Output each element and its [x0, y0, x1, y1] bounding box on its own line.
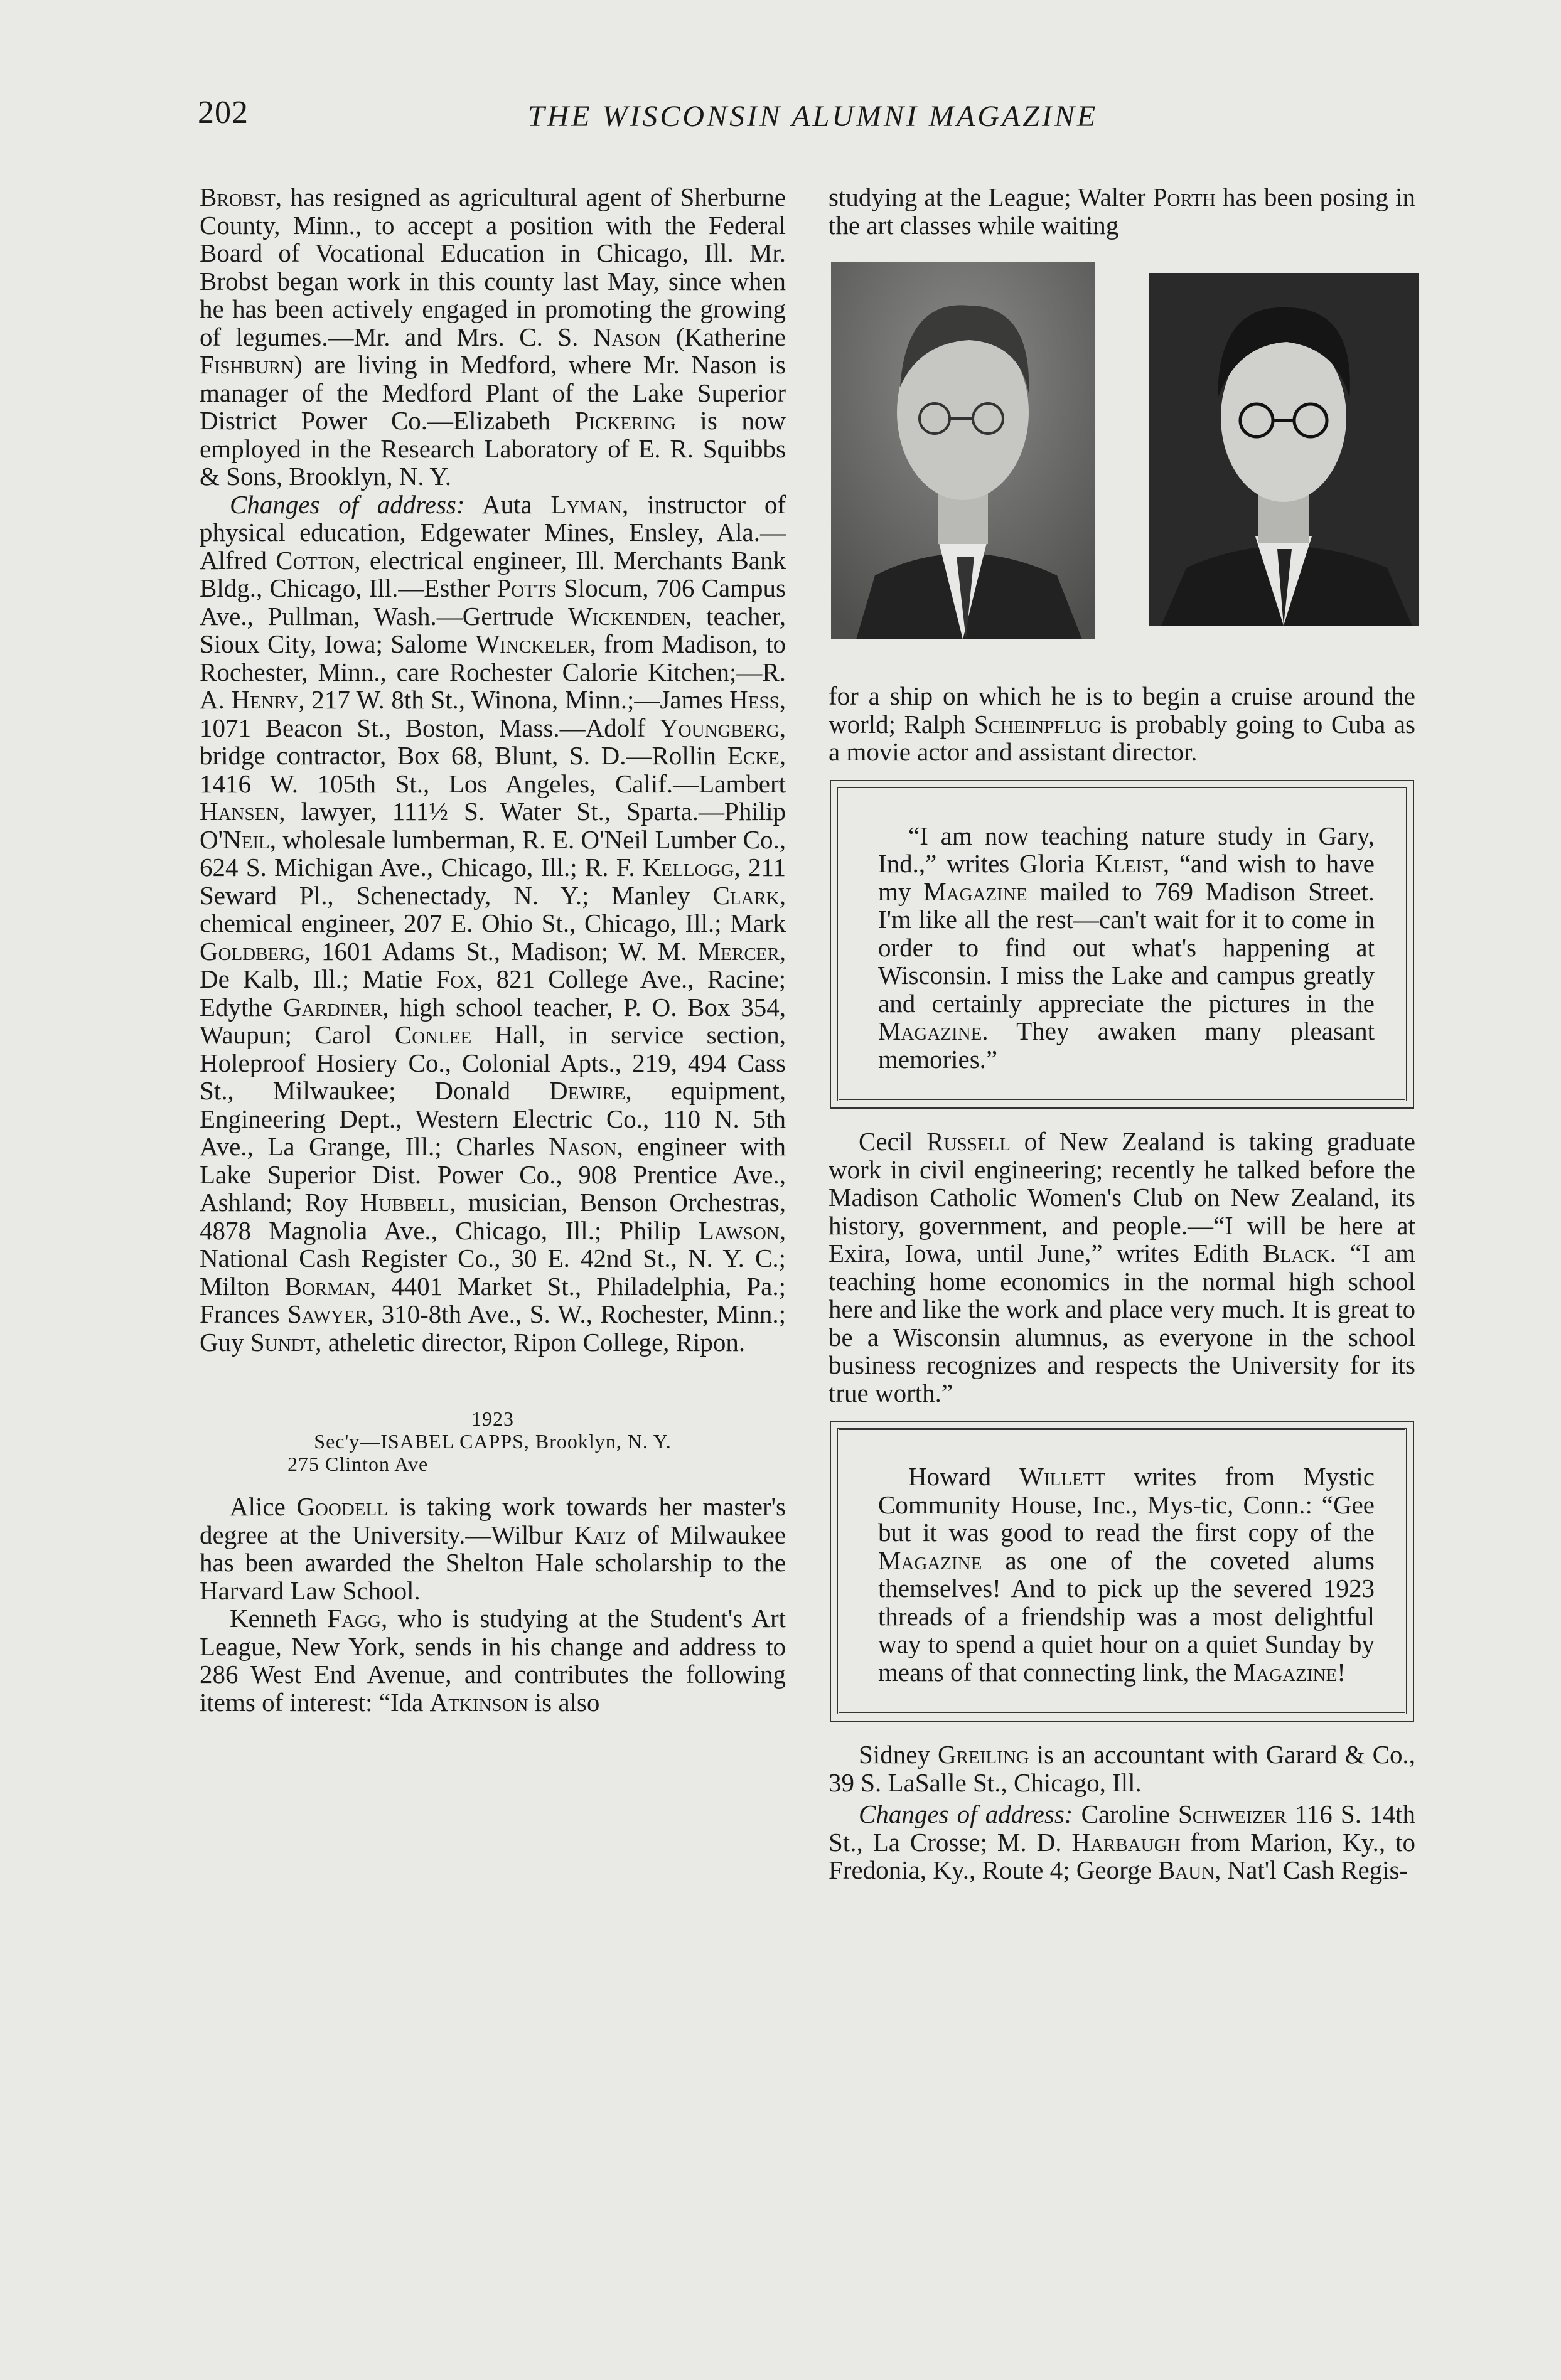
text-run: , bridge contractor, Box 68, Blunt, S. D.—Rollin — [200, 713, 786, 770]
name-smallcaps: Lawson — [698, 1215, 780, 1245]
name-smallcaps: Fox — [436, 964, 477, 993]
text-run: “I am now teaching nature study in Gary, Ind.,” writes Gloria — [878, 821, 1375, 878]
name-smallcaps: Schweizer — [1177, 1800, 1287, 1828]
portrait-photo-left — [831, 262, 1095, 639]
text-run: , 211 Seward Pl., Schenectady, N. Y.; Manley — [200, 853, 786, 910]
quote-box-kleist — [837, 787, 1407, 1102]
paragraph — [829, 1128, 1415, 1407]
text-run: , wholesale lumberman, R. E. O'Neil Lumber Co., 624 S. Michigan Ave., Chicago, Ill.; R. F. — [200, 824, 786, 882]
name-smallcaps: Kleist — [1095, 849, 1163, 878]
name-smallcaps: Nason — [549, 1132, 617, 1161]
paragraph — [200, 491, 786, 1357]
text-run: (Katherine — [661, 322, 786, 351]
text-run: ) are living in Medford, where Mr. Nason is manager of the Medford Plant of the Lake Superior District Power Co.—Elizabeth — [200, 350, 786, 435]
class-secretary-address: 275 Clinton Ave — [287, 1453, 429, 1475]
quote-text — [878, 1463, 1375, 1686]
name-smallcaps: Conlee — [394, 1020, 472, 1049]
text-run: , from Madison, to Rochester, Minn., care Rochester Calorie Kitchen;—R. A. — [200, 629, 786, 714]
italic-text: Changes of address: — [859, 1800, 1073, 1828]
text-run: from Marion, Ky., to Fredonia, Ky., Route 4; George — [829, 1827, 1415, 1884]
text-run: ! — [1337, 1657, 1346, 1687]
text-run: Howard — [908, 1462, 1020, 1491]
text-run: , 310-8th Ave., S. W., Rochester, Minn.; Guy — [200, 1299, 786, 1357]
text-run: , chemical engineer, 207 E. Ohio St., Chicago, Ill.; Mark — [200, 880, 786, 937]
running-title: THE WISCONSIN ALUMNI MAGAZINE — [527, 100, 1098, 133]
name-smallcaps: Borman — [284, 1271, 370, 1301]
text-run: , teacher, Sioux City, Iowa; Salome — [200, 601, 786, 658]
portrait-photos — [829, 262, 1415, 657]
name-smallcaps: Hess — [729, 685, 780, 714]
text-run: , 1416 W. 105th St., Los Angeles, Calif.—Lambert — [200, 741, 786, 798]
text-run: , high school teacher, P. O. Box 354, Waupun; Carol — [200, 992, 786, 1049]
name-smallcaps: Baun — [1157, 1855, 1215, 1884]
text-run: is an accountant with Garard & Co., 39 S. LaSalle St., Chicago, Ill. — [829, 1740, 1415, 1797]
text-run: . They awaken many pleasant memories.” — [878, 1017, 1375, 1074]
text-run: , instructor of physical education, Edgewater Mines, Ensley, Ala.—Alfred — [200, 489, 786, 575]
name-smallcaps: Goldberg — [200, 936, 304, 966]
text-run: , “and wish to have my — [878, 849, 1375, 906]
text-run: , who is studying at the Student's Art League, New York, sends in his change and address to 286 West End Avenue, and contributes the following items of interest: “Ida — [200, 1604, 786, 1717]
text-run: is probably going to Cuba as a movie actor and assistant director. — [829, 709, 1415, 766]
name-smallcaps: Winckeler — [475, 629, 590, 658]
class-year: 1923 — [471, 1407, 514, 1430]
name-smallcaps: Potts — [496, 574, 557, 602]
text-run: Slocum, 706 Campus Ave., Pullman, Wash.—Gertrude — [200, 574, 786, 631]
portrait-photo-right — [1149, 273, 1419, 626]
text-run: for a ship on which he is to begin a cruise around the world; Ralph — [829, 681, 1415, 739]
text-run: Alice — [230, 1492, 297, 1521]
name-smallcaps: Scheinpflug — [974, 709, 1102, 739]
name-smallcaps: Kellogg — [642, 853, 734, 882]
name-smallcaps: Pickering — [574, 406, 676, 435]
name-smallcaps: Magazine — [923, 877, 1027, 906]
name-smallcaps: Wickenden — [568, 601, 686, 631]
name-smallcaps: Hubbell — [360, 1188, 450, 1217]
text-run: of New Zealand is taking graduate work in civil engineering; recently he talked before the Madison Catholic Women's Club on New Zealand, its history, government, and people.—“I will be here at Exira, Iowa, until June,” writes Edith — [829, 1127, 1416, 1267]
name-smallcaps: Henry — [231, 685, 299, 714]
name-smallcaps: Fagg — [327, 1604, 381, 1633]
text-run: is also — [528, 1687, 600, 1717]
text-run: , National Cash Register Co., 30 E. 42nd St., N. Y. C.; Milton — [200, 1215, 786, 1301]
paragraph — [829, 183, 1415, 239]
class-heading — [200, 1407, 786, 1475]
text-run: is now employed in the Research Laboratory of E. R. Squibbs & Sons, Brooklyn, N. Y. — [200, 406, 786, 491]
text-run: , engineer with Lake Superior Dist. Power Co., 908 Prentice Ave., Ashland; Roy — [200, 1132, 786, 1217]
paragraph — [829, 1741, 1415, 1796]
paragraph — [829, 682, 1415, 766]
name-smallcaps: Magazine — [1233, 1657, 1338, 1687]
text-run: , electrical engineer, Ill. Merchants Bank Bldg., Chicago, Ill.—Esther — [200, 545, 786, 602]
name-smallcaps: Nason — [593, 322, 662, 351]
text-run: Caroline — [1073, 1800, 1178, 1828]
right-column — [829, 183, 1415, 1884]
paragraph — [829, 1800, 1415, 1884]
name-smallcaps: Goodell — [296, 1492, 388, 1521]
text-run: writes from Mystic Community House, Inc., Mys-tic, Conn.: “Gee but it was good to read the first copy of the — [878, 1462, 1375, 1547]
text-run: , lawyer, 111½ S. Water St., Sparta.—Philip — [279, 797, 786, 826]
text-run: as one of the coveted alums themselves! And to pick up the severed 1923 threads of a friendship was a most delightful way to spend a quiet hour on a quiet Sunday by means of that connecting link, the — [878, 1545, 1375, 1687]
name-smallcaps: Lyman — [550, 489, 623, 519]
text-run: . “I am teaching home economics in the normal high school here and like the work and place very much. It is great to be a Wisconsin alumnus, as everyone in the school business recognizes and respects the University for its true worth.” — [829, 1239, 1415, 1407]
name-smallcaps: Magazine — [878, 1017, 982, 1045]
name-smallcaps: Black — [1263, 1239, 1330, 1267]
text-run: , 821 College Ave., Racine; Edythe — [200, 964, 786, 1022]
text-run: Auta — [464, 489, 551, 519]
name-smallcaps: Greiling — [938, 1740, 1029, 1769]
text-run: is taking work towards her master's degree at the University.—Wilbur — [200, 1492, 786, 1549]
page-header — [198, 94, 1428, 144]
quote-box-willett — [837, 1428, 1407, 1714]
text-run: , atheletic director, Ripon College, Ripon. — [315, 1327, 746, 1357]
italic-text: Changes of address: — [230, 489, 465, 519]
quote-text — [878, 822, 1375, 1074]
name-smallcaps: Youngberg — [660, 713, 780, 742]
name-smallcaps: Cotton — [276, 545, 355, 575]
text-run: , 217 W. 8th St., Winona, Minn.;—James — [298, 685, 730, 714]
name-smallcaps: Harbaugh — [1071, 1827, 1181, 1857]
text-run: , 1601 Adams St., Madison; W. M. — [304, 936, 698, 966]
text-run: , Nat'l Cash Regis- — [1215, 1855, 1408, 1884]
paragraph — [200, 183, 786, 491]
name-smallcaps: Russell — [926, 1127, 1011, 1156]
name-smallcaps: Sawyer — [287, 1299, 367, 1328]
name-smallcaps: Ecke — [727, 741, 780, 770]
name-smallcaps: O'Neil — [200, 824, 270, 854]
text-run: Hall, in service section, Holeproof Hosiery Co., Colonial Apts., 219, 494 Cass St., Milwaukee; Donald — [200, 1020, 786, 1105]
text-run: , has resigned as agricultural agent of Sherburne County, Minn., to accept a position with the Federal Board of Vocational Education in Chicago, Ill. Mr. Brobst began work in this county last May, since when he has been actively engaged in promoting the growing of legumes.—Mr. and Mrs. C. S. — [200, 183, 786, 351]
text-run: , De Kalb, Ill.; Matie — [200, 936, 786, 993]
page-number: 202 — [198, 95, 249, 131]
text-run: has been posing in the art classes while waiting — [829, 183, 1415, 240]
name-smallcaps: Magazine — [878, 1545, 982, 1575]
name-smallcaps: Clark — [712, 880, 780, 910]
name-smallcaps: Atkinson — [429, 1687, 528, 1717]
name-smallcaps: Dewire — [549, 1076, 626, 1105]
text-run: mailed to 769 Madison Street. I'm like all the rest—can't wait for it to come in order to find out what's happening at Wisconsin. I miss the Lake and campus greatly and certainly appreciate the pictures in the — [878, 877, 1375, 1018]
text-run: studying at the League; Walter — [829, 183, 1153, 211]
name-smallcaps: Gardiner — [282, 992, 383, 1022]
name-smallcaps: Porth — [1152, 183, 1216, 211]
name-smallcaps: Brobst — [200, 183, 276, 211]
text-run: , musician, Benson Orchestras, 4878 Magnolia Ave., Chicago, Ill.; Philip — [200, 1188, 786, 1245]
name-smallcaps: Hansen — [200, 797, 279, 826]
text-run: Sidney — [859, 1740, 938, 1769]
class-secretary: Sec'y—ISABEL CAPPS, Brooklyn, N. Y. — [314, 1430, 672, 1453]
text-run: , 1071 Beacon St., Boston, Mass.—Adolf — [200, 685, 786, 742]
name-smallcaps: Fishburn — [200, 350, 294, 379]
text-run: of Milwaukee has been awarded the Shelton Hale scholarship to the Harvard Law School. — [200, 1520, 786, 1605]
text-run: , 4401 Market St., Philadelphia, Pa.; Frances — [200, 1271, 786, 1328]
name-smallcaps: Sundt — [250, 1327, 316, 1357]
paragraph — [200, 1493, 786, 1604]
name-smallcaps: Katz — [574, 1520, 626, 1549]
text-run: 116 S. 14th St., La Crosse; M. D. — [829, 1800, 1416, 1857]
text-run: Kenneth — [230, 1604, 328, 1633]
name-smallcaps: Willett — [1019, 1462, 1106, 1491]
name-smallcaps: Mercer — [697, 936, 780, 966]
paragraph — [200, 1604, 786, 1716]
left-column — [200, 183, 786, 1716]
text-run: Cecil — [859, 1127, 927, 1156]
text-run: , equipment, Engineering Dept., Western Electric Co., 110 N. 5th Ave., La Grange, Ill.; Charles — [200, 1076, 786, 1161]
